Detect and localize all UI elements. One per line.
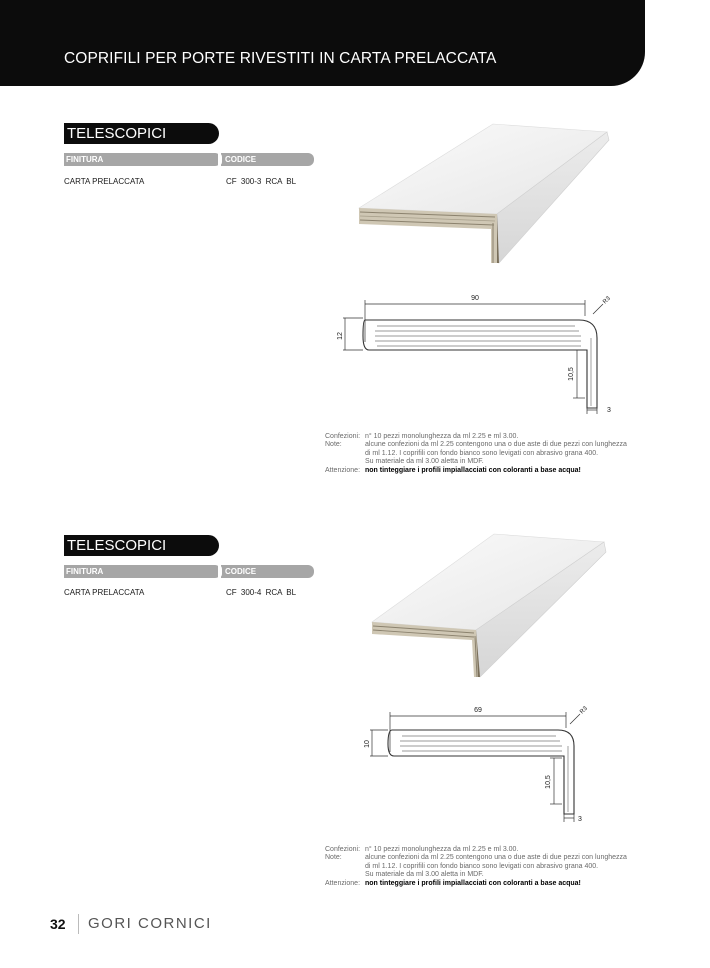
profile-drawing-1 xyxy=(335,290,625,420)
dimension-radius: R3 xyxy=(579,705,589,716)
product-table-header-2 xyxy=(64,565,314,578)
dimension-radius: R3 xyxy=(602,295,612,306)
cell-codice: CF 300-3 RCA BL xyxy=(226,177,297,186)
column-header-finitura: FINITURA xyxy=(64,153,221,166)
dimension-leg: 10,5 xyxy=(568,367,575,381)
product-title-1: TELESCOPICI xyxy=(64,123,219,144)
dimension-tongue: 3 xyxy=(607,407,611,414)
dimension-width: 69 xyxy=(474,707,482,714)
cell-finitura: CARTA PRELACCATA xyxy=(64,177,145,186)
column-header-codice: CODICE xyxy=(221,153,314,166)
page-title: COPRIFILI PER PORTE RIVESTITI IN CARTA PRELACCATA xyxy=(64,50,497,67)
dimension-thickness: 10 xyxy=(364,740,371,748)
footer-divider xyxy=(78,914,79,934)
cell-codice: CF 300-4 RCA BL xyxy=(226,588,297,597)
brand-logo: GORI CORNICI xyxy=(88,915,212,932)
dimension-width: 90 xyxy=(471,295,479,302)
cell-finitura: CARTA PRELACCATA xyxy=(64,588,145,597)
dimension-thickness: 12 xyxy=(337,332,344,340)
page-number: 32 xyxy=(50,916,66,932)
product-table-header-1 xyxy=(64,153,314,166)
dimension-leg: 10,5 xyxy=(545,775,552,789)
profile-drawing-2 xyxy=(360,702,610,832)
product-notes-2: Confezioni: n° 10 pezzi monolunghezza da ml 2.25 e ml 3.00. Note: alcune confezioni da ml 2.25 contengono una o due aste di due pezzi con lunghezza di ml 1.12. I coprifili con fondo bianco sono levigati con abrasivo grana 400. Su materiale da ml 3.00 aletta in MDF. Attenzione: non tinteggiare i profili impiallacciati con coloranti a base acqua! xyxy=(325,846,627,887)
product-notes-1: Confezioni: n° 10 pezzi monolunghezza da ml 2.25 e ml 3.00. Note: alcune confezioni da ml 2.25 contengono una o due aste di due pezzi con lunghezza di ml 1.12. I coprifili con fondo bianco sono levigati con abrasivo grana 400. Su materiale da ml 3.00 aletta in MDF. Attenzione: non tinteggiare i profili impiallacciati con coloranti a base acqua! xyxy=(325,433,627,474)
column-header-finitura: FINITURA xyxy=(64,565,221,578)
product-title-2: TELESCOPICI xyxy=(64,535,219,556)
product-render-1 xyxy=(355,118,615,268)
product-render-2 xyxy=(368,530,613,680)
column-header-codice: CODICE xyxy=(221,565,314,578)
dimension-tongue: 3 xyxy=(578,816,582,823)
page-header xyxy=(0,0,645,86)
